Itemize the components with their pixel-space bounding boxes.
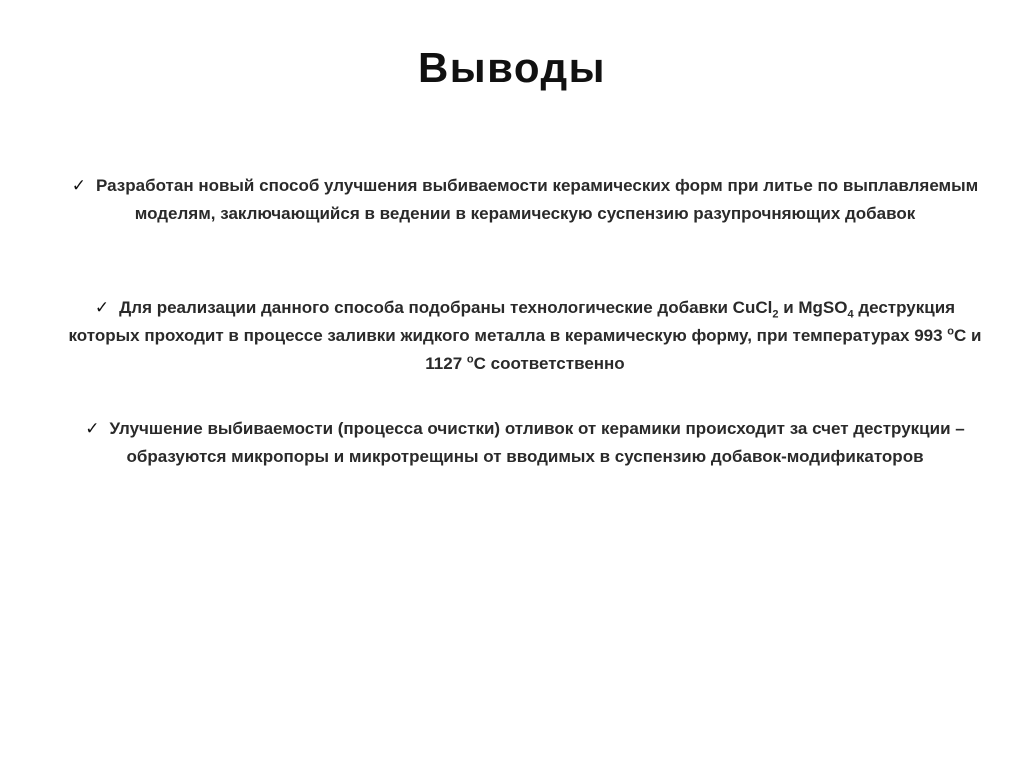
conclusion-item-1 xyxy=(60,172,990,228)
conclusion-text-3: Улучшение выбиваемости (процесса очистки) отливок от керамики происходит за счет деструкции – образуются микропоры и микротрещины от вводимых в суспензию добавок-модификаторов xyxy=(109,419,965,466)
degree-mark-1: о xyxy=(947,325,955,338)
checkmark-icon: ✓ xyxy=(85,419,100,438)
slide-title: Выводы xyxy=(417,44,607,91)
conclusion-item-3 xyxy=(60,415,990,471)
conclusion-text-2a: Для реализации данного способа подобраны технологические добавки CuCl xyxy=(119,298,773,317)
conclusion-text-2c: деструкция которых проходит в процессе заливки жидкого металла в керамическую форму, при температурах 993 xyxy=(68,298,956,345)
subscript-4: 4 xyxy=(847,308,854,321)
checkmark-icon: ✓ xyxy=(71,176,87,195)
conclusion-text-2b: и MgSO xyxy=(778,298,848,317)
conclusion-text-2e: С соответственно xyxy=(473,354,625,373)
conclusion-text-1: Разработан новый способ улучшения выбиваемости керамических форм при литье по выплавляемым моделям, заключающийся в ведении в керамическую суспензию разупрочняющих добавок xyxy=(96,176,979,223)
degree-mark-2: о xyxy=(466,353,474,366)
subscript-2: 2 xyxy=(772,308,779,321)
conclusion-item-2 xyxy=(60,294,990,378)
conclusion-text-2d: С и 1127 xyxy=(425,326,982,373)
checkmark-icon: ✓ xyxy=(94,298,110,317)
